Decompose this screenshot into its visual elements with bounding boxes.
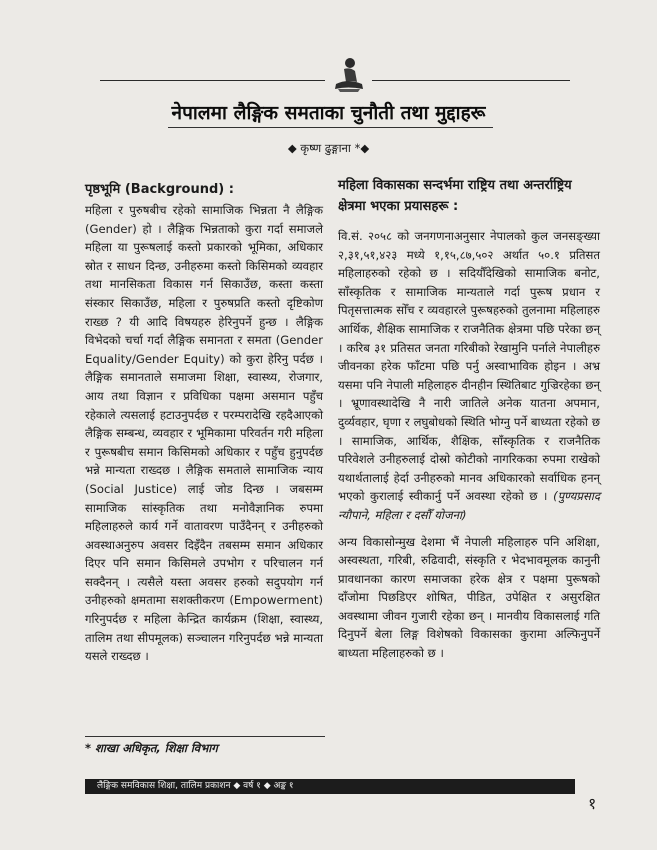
footer-band: लैङ्गिक समविकास शिक्षा, तालिम प्रकाशन ◆ वर्ष १ ◆ अङ्क १ — [85, 779, 575, 794]
header-rule-right — [372, 80, 570, 81]
footnote-rule — [85, 736, 325, 737]
background-heading: पृष्ठभूमि (Background) : — [85, 182, 234, 197]
left-column-text — [85, 201, 323, 666]
author-footnote: * शाखा अधिकृत, शिक्षा विभाग — [85, 741, 218, 755]
census-paragraph — [338, 227, 600, 525]
developing-countries-paragraph: अन्य विकासोन्मुख देशमा भैं नेपाली महिलाहरु पनि अशिक्षा, अस्वस्थता, गरिबी, रुढिवादी, संस्कृति र भेदभावमूलक कानुनी प्रावधानका कारण समाजका हरेक क्षेत्र र पक्षमा पुरूषको दाँजोमा पिछडिएर शोषित, पीडित, उपेक्षित र असुरक्षित अवस्थामा जीवन गुजारी रहेका छन् । मानवीय विकासलाई गति दिनुपर्ने बेला लिङ्ग विशेषको विकासका कुरामा अल्फिनुपर्ने बाध्यता महिलाहरुको छ । — [338, 534, 600, 661]
page-title: नेपालमा लैङ्गिक समताका चुनौती तथा मुद्दाहरू — [171, 102, 486, 124]
header-rule-left — [100, 80, 325, 81]
right-column-text — [338, 227, 600, 663]
efforts-heading: महिला विकासका सन्दर्भमा राष्ट्रिय तथा अन्तर्राष्ट्रिय क्षेत्रमा भएका प्रयासहरू : — [338, 178, 572, 214]
seated-figure-illustration-icon — [330, 56, 366, 96]
census-paragraph-text: वि.सं. २०५८ को जनगणनाअनुसार नेपालको कुल जनसङ्ख्या २,३१,५१,४२३ मध्ये १,१५,८७,५०२ अर्थात ५०.१ प्रतिसत महिलाहरुको रहेको छ । सदियौँदेखिको सामाजिक बनोट, साँस्कृतिक र सामाजिक मान्यताले गर्दा पुरूष प्रधान र पितृसत्तात्मक सोँच र व्यवहारले पुरूषहरुको तुलनामा महिलाहरु आर्थिक, शैक्षिक सामाजिक र राजनैतिक क्षेत्रमा पछि परेका छन् । करिब ३१ प्रतिसत जनता गरिबीको रेखामुनि पर्नाले नेपालीहरु जीवनका हरेक फाँटमा पछि पर्नु अस्वाभाविक होइन । अभ्र यसमा पनि नेपाली महिलाहरु दीनहीन स्थितिबाट गुज्रिरहेका छन् । भ्रूणावस्थादेखि नै नारी जातिले अनेक यातना अपमान, दुर्व्यवहार, घृणा र लघुबोधको स्थिति भोग्नु पर्ने बाध्यता रहेको छ । सामाजिक, आर्थिक, शैक्षिक, साँस्कृतिक र राजनैतिक परिवेशले उनीहरुलाई दोस्रो कोटीको नागरिकका रुपमा राखेको यथार्थतालाई हेर्दा उनीहरुको मानव अधिकारको सर्वाधिक हनन् भएको कुरालाई स्वीकार्नु पर्ने अवस्था रहेको छ । — [338, 229, 600, 504]
background-paragraph: महिला र पुरुषबीच रहेको सामाजिक भिन्नता नै लैङ्गिक (Gender) हो । लैङ्गिक भिन्नताको कुरा गर्दा समाजले महिला या पुरूषलाई कस्तो प्रकारको भूमिका, अधिकार स्रोत र साधन दिन्छ, उनीहरुमा कस्तो किसिमको व्यवहार तथा मानसिकता विकास गर्न सिकाउँछ, कस्ता कस्ता संस्कार सिकाउँछ, महिला र पुरुषप्रति कस्तो दृष्टिकोण राख्छ ? यी आदि विषयहरु हेरिनुपर्ने हुन्छ । लैङ्गिक विभेदको चर्चा गर्दा लैङ्गिक समानता र समता (Gender Equality/Gender Equity) को कुरा हेरिनु पर्दछ । लैङ्गिक समानताले समाजमा शिक्षा, स्वास्थ्य, रोजगार, आय तथा विज्ञान र प्रविधिका पक्षमा असमान पहुँच रहेकाले त्यसलाई हटाउनुपर्दछ र परम्परादेखि रहदैआएको लैङ्गिक सम्बन्ध, व्यवहार र भूमिकामा परिवर्तन गरी महिला र पुरूषबीच समान किसिमको अधिकार र पहुँच हुनुपर्दछ भन्ने मान्यता राख्दछ । लैङ्गिक समताले सामाजिक न्याय (Social Justice) लाई जोड दिन्छ । जबसम्म सामाजिक सांस्कृतिक तथा मनोवैज्ञानिक रुपमा महिलाहरुले कार्य गर्ने वातावरण पाउँदैनन् र उनीहरुको अवस्थाअनुरुप अवसर दिइँदैन तबसम्म समान अधिकार दिएर पनि समान किसिमले उपभोग र परिचालन गर्न सक्दैनन् । त्यसैले यस्ता अवसर हरुको सदुपयोग गर्न उनीहरुको क्षमतामा सशक्तीकरण (Empowerment) गरिनुपर्दछ र महिला केन्द्रित कार्यक्रम (शिक्षा, स्वास्थ्य, तालिम तथा सीपमूलक) सञ्चालन गरिनुपर्दछ भन्ने मान्यता यसले राख्दछ । — [85, 203, 323, 664]
page-number: १ — [588, 794, 597, 813]
citation: (पुण्यप्रसाद न्यौपाने, महिला र दसौँ योजना) — [338, 489, 600, 522]
author-line: ◆ कृष्ण ढुङ्गाना *◆ — [287, 141, 370, 155]
title-underline — [168, 127, 493, 128]
